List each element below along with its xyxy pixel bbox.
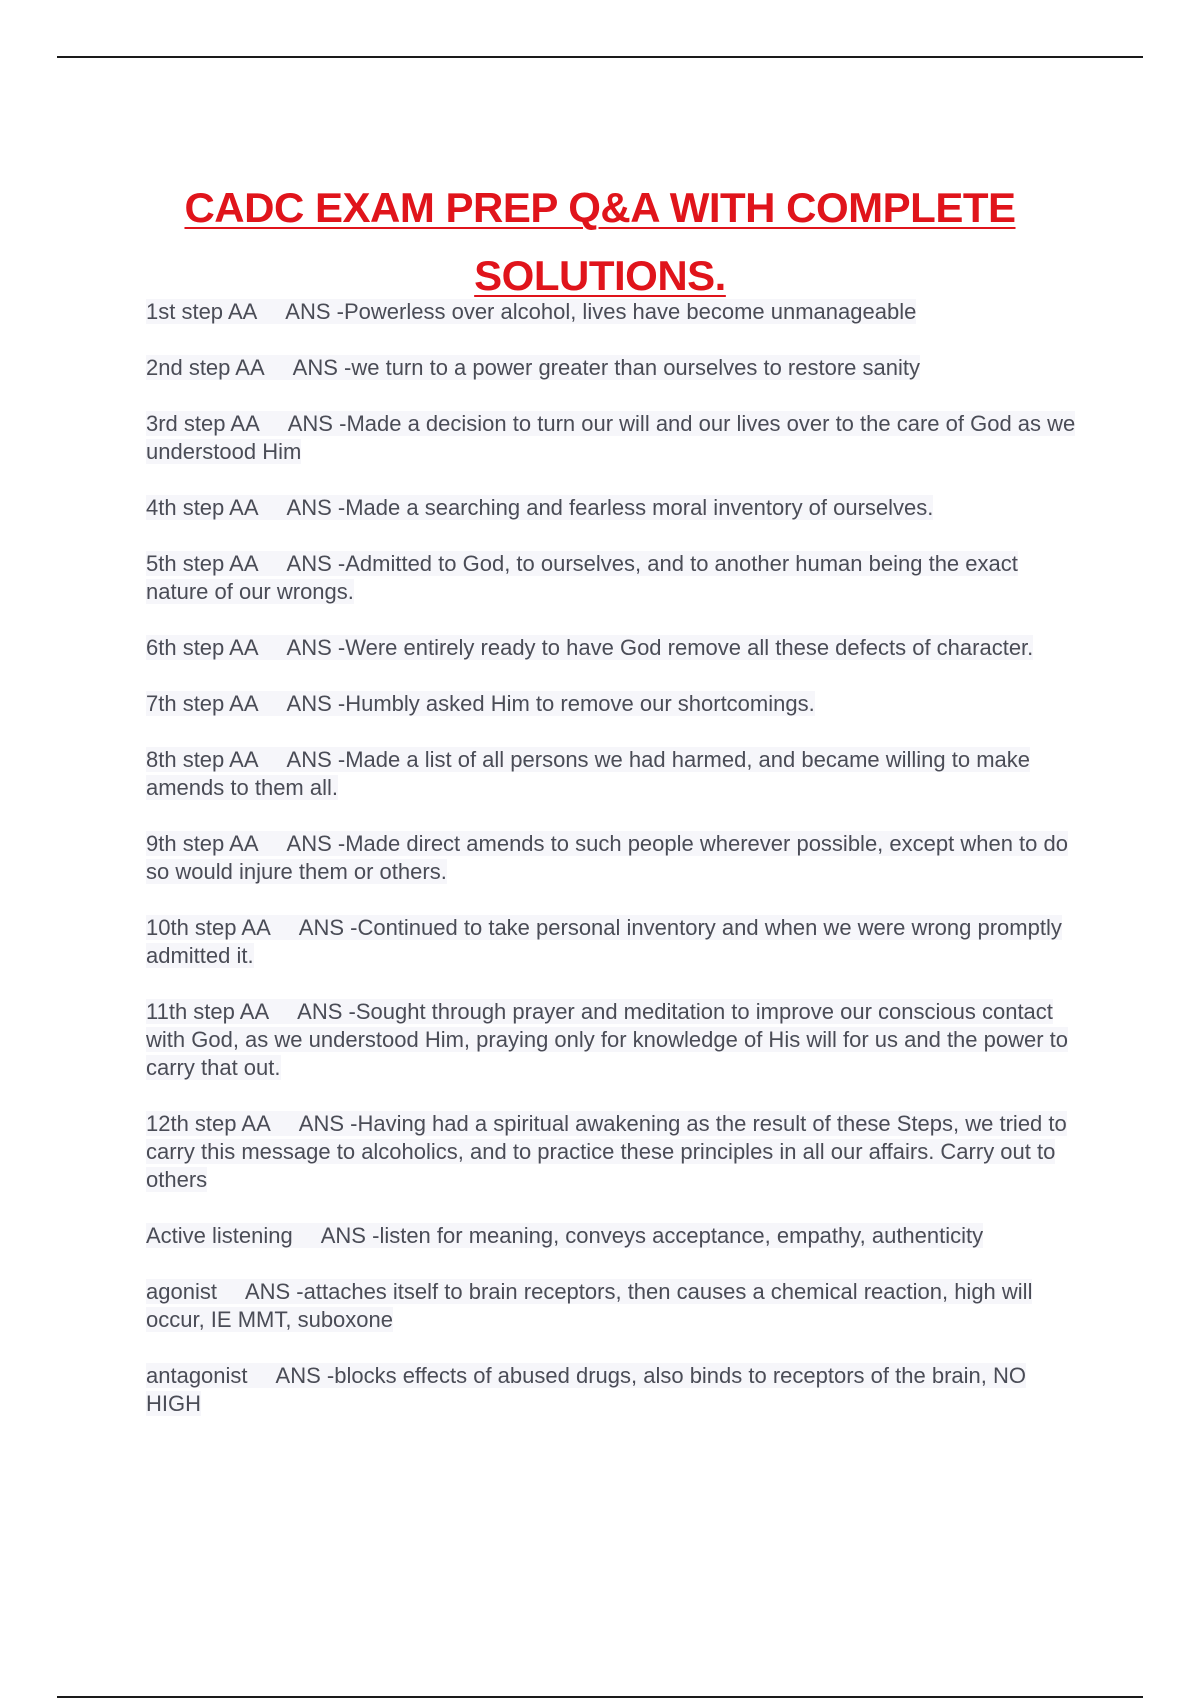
qa-answer-prefix: ANS - [286,551,346,576]
qa-answer: listen for meaning, conveys acceptance, empathy, authenticity [379,1223,984,1248]
qa-answer: Humbly asked Him to remove our shortcomings. [345,691,815,716]
document-title [100,174,1100,310]
qa-text [146,355,920,380]
qa-answer: Admitted to God, to ourselves, and to another human being the exact nature of our wrongs. [146,551,1018,604]
qa-answer-prefix: ANS - [285,299,344,324]
qa-answer: Made direct amends to such people wherever possible, except when to do so would injure them or others. [146,831,1068,884]
qa-item [146,690,1086,718]
qa-answer-prefix: ANS - [320,1223,380,1248]
qa-text [146,551,1018,604]
qa-answer-prefix: ANS - [244,1279,304,1304]
qa-answer: attaches itself to brain receptors, then causes a chemical reaction, high will occur, IE MMT, suboxone [146,1279,1033,1332]
title-line-1: CADC EXAM PREP Q&A WITH COMPLETE [184,184,1016,232]
qa-answer: Sought through prayer and meditation to improve our conscious contact with God, as we understood Him, praying only for knowledge of His will for us and the power to carry that out. [146,999,1069,1080]
qa-term: 11th step AA [146,999,270,1024]
qa-term: 2nd step AA [146,355,265,380]
qa-item [146,354,1086,382]
qa-answer: Made a searching and fearless moral inventory of ourselves. [345,495,934,520]
qa-term: antagonist [146,1363,248,1388]
qa-answer-prefix: ANS - [297,999,356,1024]
qa-text [146,411,1075,464]
qa-answer-prefix: ANS - [275,1363,335,1388]
qa-text [146,1111,1067,1192]
title-line-2: SOLUTIONS. [474,252,726,300]
qa-answer-prefix: ANS - [286,831,346,856]
qa-term: 6th step AA [146,635,259,660]
qa-item [146,410,1086,466]
qa-item [146,494,1086,522]
qa-term: 12th step AA [146,1111,271,1136]
qa-item [146,746,1086,802]
qa-term: 5th step AA [146,551,259,576]
qa-answer-prefix: ANS - [286,691,346,716]
qa-term: Active listening [146,1223,293,1248]
qa-answer: Were entirely ready to have God remove all these defects of character. [345,635,1034,660]
qa-answer-prefix: ANS - [298,1111,358,1136]
qa-item [146,1222,1086,1250]
qa-term: 1st step AA [146,299,258,324]
qa-text [146,691,815,716]
qa-term: 10th step AA [146,915,271,940]
qa-item [146,1110,1086,1194]
qa-text [146,1279,1032,1332]
header-rule [57,56,1143,58]
qa-term: 9th step AA [146,831,259,856]
qa-answer-prefix: ANS - [287,411,347,436]
qa-item [146,1278,1086,1334]
qa-answer-prefix: ANS - [286,747,346,772]
qa-item [146,298,1086,326]
qa-term: 3rd step AA [146,411,260,436]
qa-text [146,635,1033,660]
qa-answer: blocks effects of abused drugs, also binds to receptors of the brain, NO HIGH [146,1363,1026,1416]
qa-answer: Made a list of all persons we had harmed, and became willing to make amends to them all. [146,747,1031,800]
qa-item [146,634,1086,662]
qa-term: 7th step AA [146,691,259,716]
qa-text [146,999,1068,1080]
qa-answer: Having had a spiritual awakening as the result of these Steps, we tried to carry this message to alcoholics, and to practice these principles in all our affairs. Carry out to others [146,1111,1067,1192]
qa-answer-prefix: ANS - [292,355,352,380]
qa-term: 4th step AA [146,495,259,520]
qa-answer-prefix: ANS - [298,915,358,940]
qa-answer-prefix: ANS - [286,635,346,660]
qa-text [146,495,933,520]
qa-item [146,914,1086,970]
qa-answer: Made a decision to turn our will and our lives over to the care of God as we understood Him [146,411,1076,464]
qa-text [146,747,1030,800]
qa-item [146,830,1086,886]
qa-text [146,1363,1026,1416]
qa-item [146,998,1086,1082]
qa-list [146,298,1086,1446]
qa-text [146,299,916,324]
qa-text [146,1223,983,1248]
footer-rule [57,1696,1143,1698]
qa-item [146,550,1086,606]
qa-answer: Powerless over alcohol, lives have become unmanageable [343,299,917,324]
qa-item [146,1362,1086,1418]
qa-answer: Continued to take personal inventory and when we were wrong promptly admitted it. [146,915,1062,968]
qa-text [146,915,1062,968]
qa-term: agonist [146,1279,217,1304]
qa-answer-prefix: ANS - [286,495,346,520]
qa-answer: we turn to a power greater than ourselves to restore sanity [351,355,920,380]
qa-text [146,831,1068,884]
qa-term: 8th step AA [146,747,259,772]
